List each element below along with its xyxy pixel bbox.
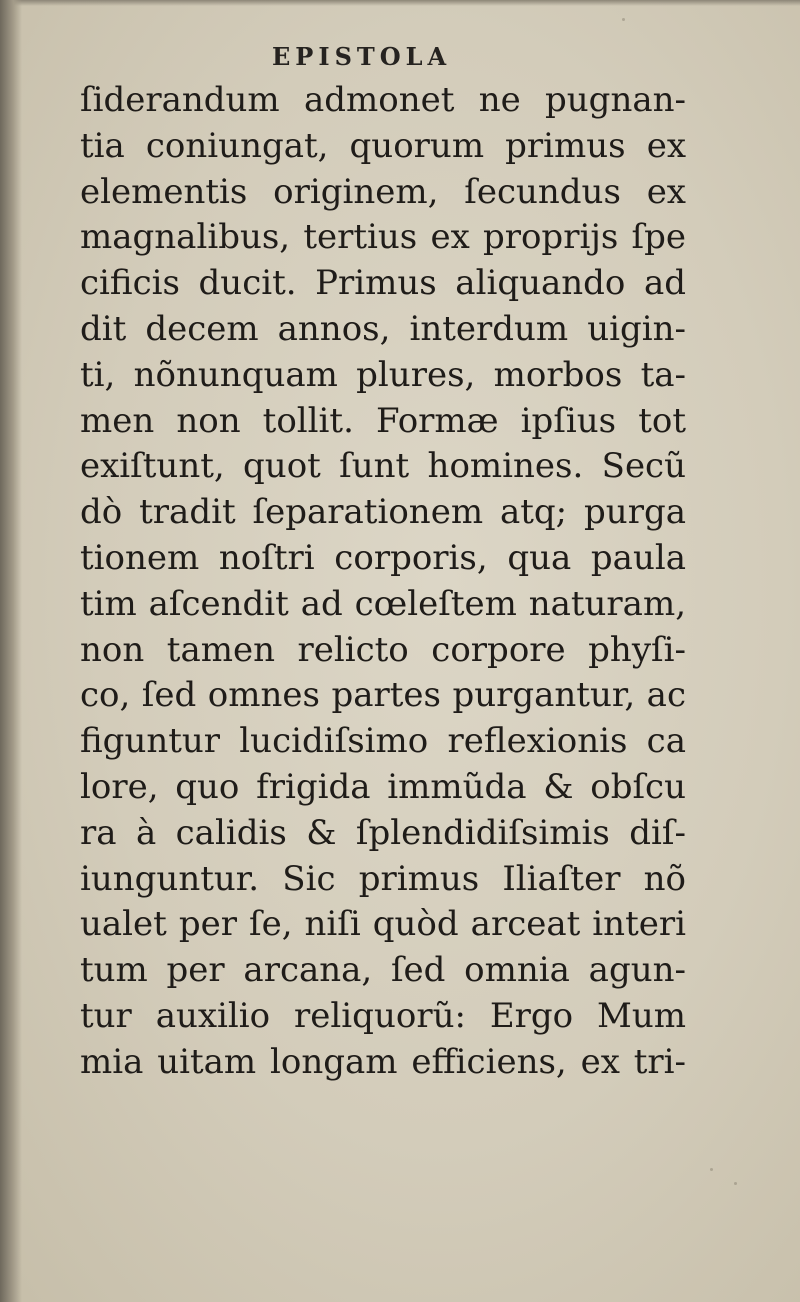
paper-speck [734,1182,737,1185]
running-header: EPISTOLA [272,42,452,71]
text-line: magnalibus, tertius ex proprijs ſpe [80,217,686,258]
paper-speck [622,18,625,21]
text-line: men non tollit. Formæ ipſius tot [80,400,686,441]
text-line: exiſtunt, quot ſunt homines. Secũ [80,446,686,487]
body-text [80,78,686,1086]
text-line: lore, quo frigida immũda & obſcu [80,766,686,807]
text-line: cificis ducit. Primus aliquando ad [80,263,686,304]
text-line: iunguntur. Sic primus Iliaſter nõ [80,858,686,899]
text-line: ti, nõnunquam plures, morbos ta- [80,354,686,395]
text-line: tur auxilio reliquorũ: Ergo Mum [80,995,686,1036]
text-line: mia uitam longam efficiens, ex tri- [80,1041,686,1082]
text-line: ualet per ſe, niſi quòd arceat interi [80,904,686,945]
text-line: dit decem annos, interdum uigin- [80,308,686,349]
text-line: non tamen relicto corpore phyſi- [80,629,686,670]
paper-speck [710,1168,713,1171]
text-line: tum per arcana, ſed omnia agun- [80,950,686,991]
text-line: dò tradit ſeparationem atq; purga [80,492,686,533]
page-top-edge [0,0,800,6]
binding-gutter-shadow [0,0,22,1302]
text-line: figuntur lucidiſsimo reflexionis ca [80,721,686,762]
text-line: ſiderandum admonet ne pugnan- [80,80,686,120]
text-line: co, ſed omnes partes purgantur, ac [80,675,686,716]
text-line: tionem noſtri corporis, qua paula [80,537,686,578]
text-line: tim aſcendit ad cœleſtem naturam, [80,583,686,624]
text-line: ra à calidis & ſplendidiſsimis diſ- [80,812,686,853]
text-line: elementis originem, ſecundus ex [80,171,686,212]
text-line: tia coniungat, quorum primus ex [80,125,686,166]
